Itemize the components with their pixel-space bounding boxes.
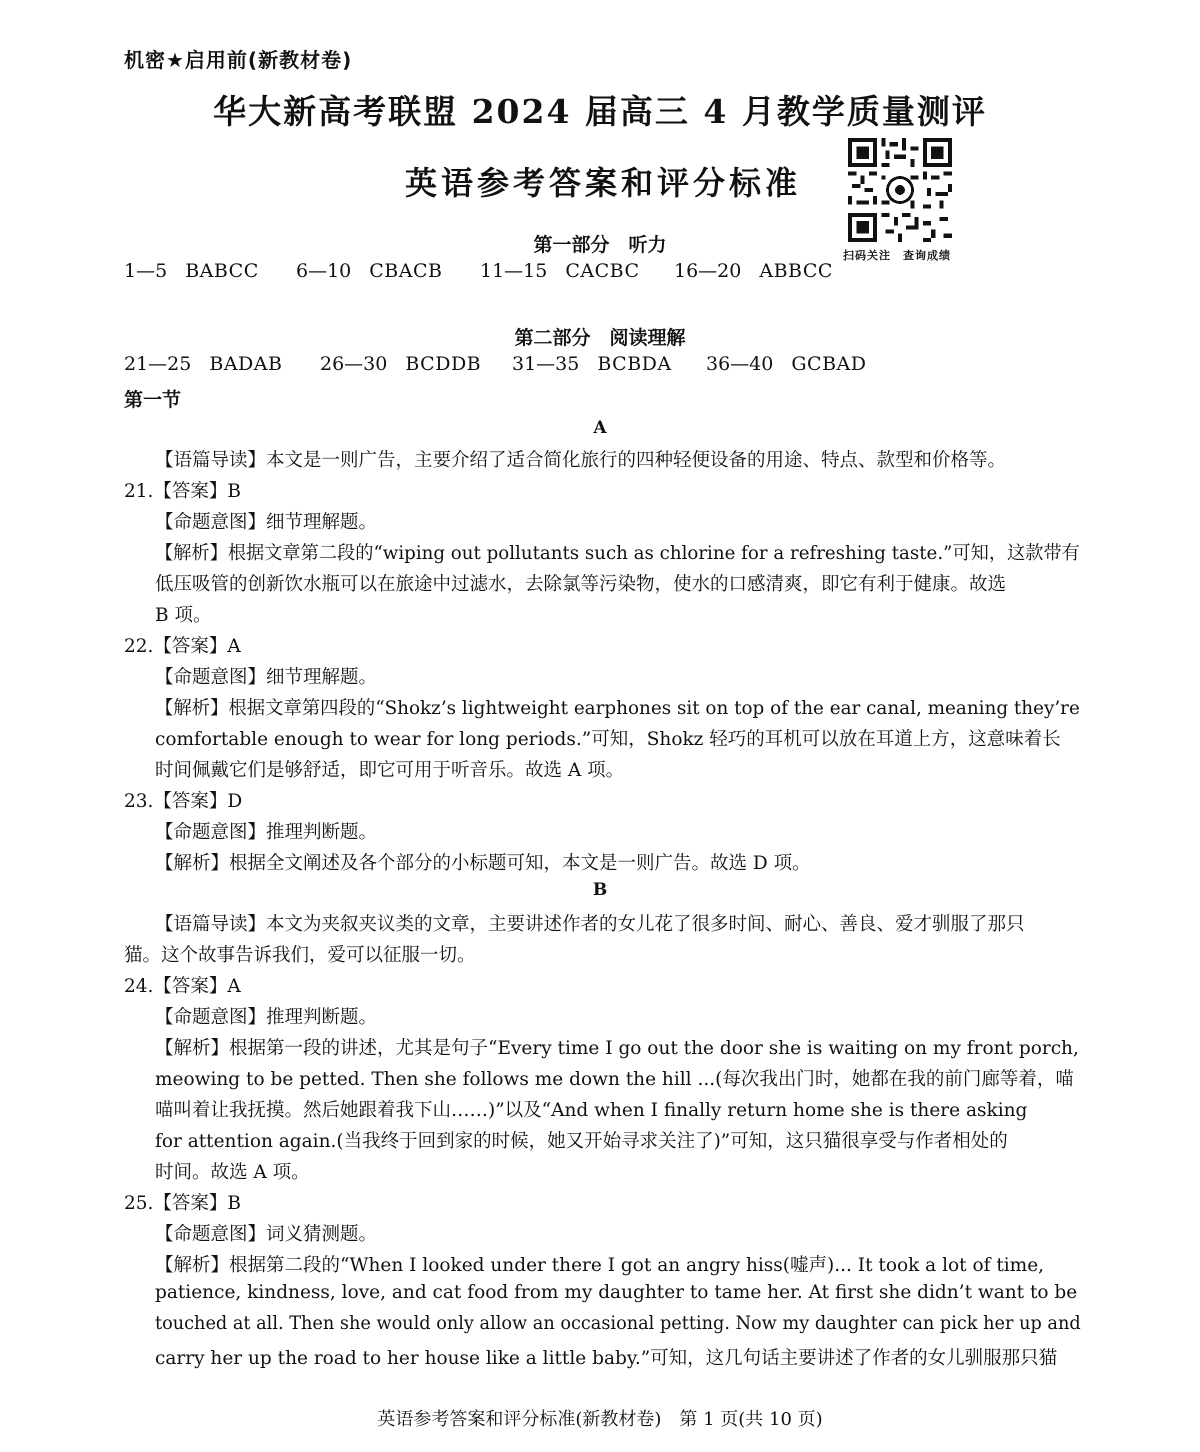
q25-analysis-line: patience, kindness, love, and cat food from my daughter to tame her. At first she didn’t want to be [155,1282,1078,1303]
answer-group: 36—40 GCBAD [706,353,867,375]
q22-analysis-line: 时间佩戴它们是够舒适，即它可用于听音乐。故选 A 项。 [155,760,625,781]
qr-caption: 扫码关注 查询成绩 [843,249,951,262]
q24-analysis-line: 喵叫着让我抚摸。然后她跟着我下山……)”以及“And when I finally return home she is there asking [155,1100,1028,1121]
answer-group: 26—30 BCDDB [320,353,482,375]
q25-analysis-line: touched at all. Then she would only allow an occasional petting. Now my daughter can pick her up and [155,1313,1081,1334]
q21-analysis-line: 【解析】根据文章第二段的“wiping out pollutants such as chlorine for a refreshing taste.”可知，这款带有 [155,543,1080,564]
passage-a-letter: A [593,418,607,438]
q24-analysis-line: 【解析】根据第一段的讲述，尤其是句子“Every time I go out the door she is waiting on my front porch, [155,1038,1079,1059]
q24-intent: 【命题意图】推理判断题。 [155,1007,378,1028]
answer-group: 21—25 BADAB [124,353,283,375]
passage-b-letter: B [592,880,608,900]
q24-analysis-line: 时间。故选 A 项。 [155,1162,310,1183]
q21-intent: 【命题意图】细节理解题。 [155,512,378,533]
q22-analysis-line: 【解析】根据文章第四段的“Shokz’s lightweight earphones sit on top of the ear canal, meaning they’re [155,698,1080,719]
q24-answer: 24.【答案】A [124,976,241,997]
q21-analysis-line: 低压吸管的创新饮水瓶可以在旅途中过滤水，去除氯等污染物，使水的口感清爽，即它有利于健康。故选 [155,574,1007,595]
q22-answer: 22.【答案】A [124,636,241,657]
q23-answer: 23.【答案】D [124,791,243,812]
page-title: 华大新高考联盟 2024 届高三 4 月教学质量测评 [213,92,987,131]
part1-heading: 第一部分 听力 [533,234,667,256]
q23-analysis-line: 【解析】根据全文阐述及各个部分的小标题可知，本文是一则广告。故选 D 项。 [155,853,811,874]
page-footer: 英语参考答案和评分标准(新教材卷) 第 1 页(共 10 页) [377,1409,823,1430]
qr-code-image [848,138,952,242]
page-subtitle: 英语参考答案和评分标准 [405,164,802,202]
confidential-label: 机密★启用前(新教材卷) [124,48,353,72]
part2-heading: 第二部分 阅读理解 [514,327,686,349]
section-label: 第一节 [124,389,182,411]
q24-analysis-line: meowing to be petted. Then she follows me down the hill ...(每次我出门时，她都在我的前门廊等着，喵 [155,1069,1074,1090]
q25-analysis-line: 【解析】根据第二段的“When I looked under there I got an angry hiss(嘘声)... It took a lot of time, [155,1255,1045,1276]
part1-answer-row [124,260,833,282]
passage-b-intro-line: 【语篇导读】本文为夹叙夹议类的文章，主要讲述作者的女儿花了很多时间、耐心、善良、爱才驯服了那只 [155,914,1025,935]
q25-answer: 25.【答案】B [124,1193,242,1214]
passage-a-intro: 【语篇导读】本文是一则广告，主要介绍了适合简化旅行的四种轻便设备的用途、特点、款型和价格等。 [155,450,1007,471]
answer-group: 31—35 BCBDA [512,353,672,375]
q23-intent: 【命题意图】推理判断题。 [155,822,378,843]
q24-analysis-line: for attention again.(当我终于回到家的时候，她又开始寻求关注了)”可知，这只猫很享受与作者相处的 [155,1131,1008,1152]
q25-intent: 【命题意图】词义猜测题。 [155,1224,378,1245]
q22-analysis-line: comfortable enough to wear for long periods.”可知，Shokz 轻巧的耳机可以放在耳道上方，这意味着长 [155,729,1061,750]
answer-group: 16—20 ABBCC [674,260,833,282]
part2-answer-row [124,353,867,375]
answer-group: 11—15 CACBC [480,260,640,282]
passage-b-intro-line: 猫。这个故事告诉我们，爱可以征服一切。 [124,945,476,966]
answer-group: 1—5 BABCC [124,260,259,282]
q22-intent: 【命题意图】细节理解题。 [155,667,378,688]
q21-answer: 21.【答案】B [124,481,242,502]
answer-group: 6—10 CBACB [296,260,443,282]
q21-analysis-line: B 项。 [155,605,212,626]
q25-analysis-line: carry her up the road to her house like a little baby.”可知，这几句话主要讲述了作者的女儿驯服那只猫 [155,1348,1058,1369]
